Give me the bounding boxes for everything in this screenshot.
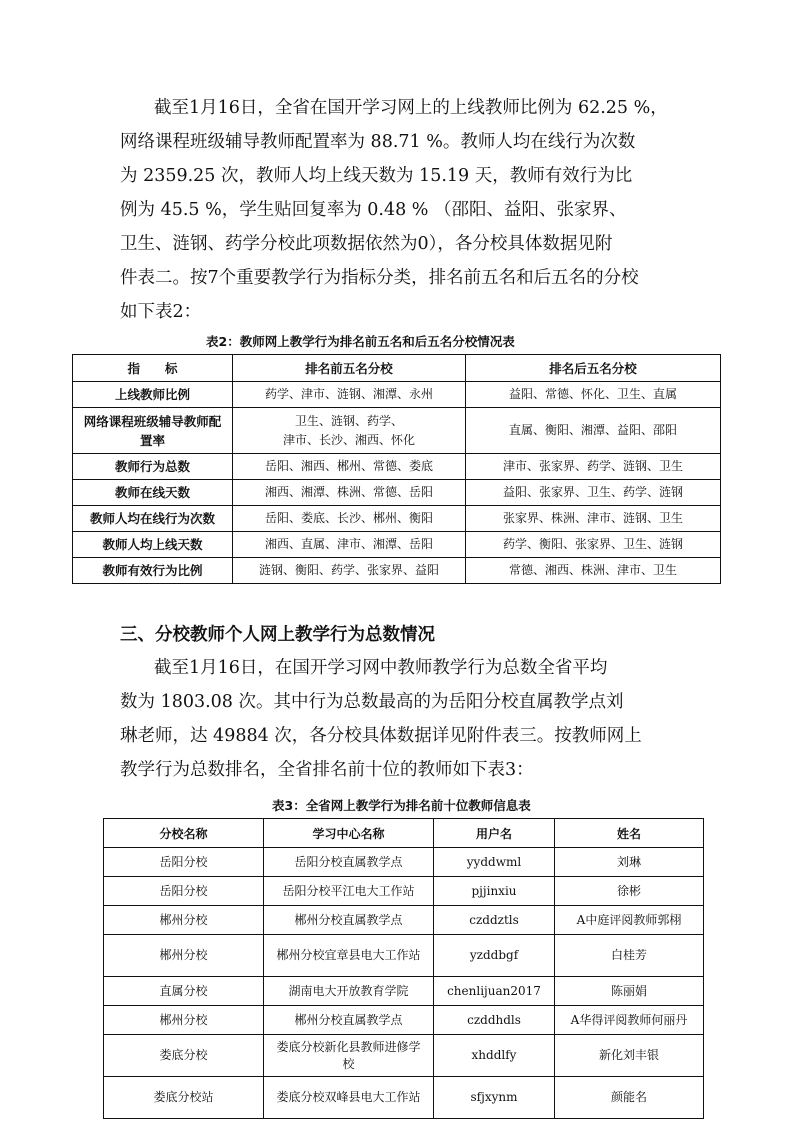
text-line: 网络课程班级辅导教师配置率为 88.71 %。教师人均在线行为次数 [120,132,636,152]
center-cell: 郴州分校直属教学点 [264,906,434,935]
table2 [72,354,721,584]
table-header-row [73,355,721,382]
username-cell: yyddwml [434,848,555,877]
username-cell: czddztls [434,906,555,935]
table-row [73,480,721,506]
table-row [104,1006,704,1035]
table2-caption: 表2：教师网上教学行为排名前五名和后五名分校情况表 [206,334,515,349]
username-cell: yzddbgf [434,935,555,977]
teacher-name-cell: 徐彬 [555,877,704,906]
username-cell: sfjxynm [434,1077,555,1119]
teacher-name-cell: 陈丽娟 [555,977,704,1006]
indicator-cell: 上线教师比例 [73,382,233,408]
text-line: 例为 45.5 %，学生贴回复率为 0.48 % （邵阳、益阳、张家界、 [120,200,627,220]
column-header: 用户名 [434,819,555,848]
column-header: 排名后五名分校 [466,355,721,382]
center-cell: 郴州分校宜章县电大工作站 [264,935,434,977]
username-cell: czddhdls [434,1006,555,1035]
top5-cell: 湘西、直属、津市、湘潭、岳阳 [233,532,466,558]
column-header: 指 标 [73,355,233,382]
bottom5-cell: 直属、衡阳、湘潭、益阳、邵阳 [466,408,721,454]
center-cell: 岳阳分校平江电大工作站 [264,877,434,906]
table3 [103,818,704,1119]
top5-cell: 湘西、湘潭、株洲、常德、岳阳 [233,480,466,506]
username-cell: xhddlfy [434,1035,555,1077]
table-row [104,848,704,877]
indicator-cell: 教师人均在线行为次数 [73,506,233,532]
center-cell: 娄底分校双峰县电大工作站 [264,1077,434,1119]
table3-caption: 表3：全省网上教学行为排名前十位教师信息表 [272,798,531,813]
teacher-name-cell: 白桂芳 [555,935,704,977]
table-row [73,382,721,408]
section3-heading: 三、分校教师个人网上教学行为总数情况 [120,625,435,645]
branch-cell: 岳阳分校 [104,848,264,877]
column-header: 分校名称 [104,819,264,848]
branch-cell: 直属分校 [104,977,264,1006]
text-line: 琳老师，达 49884 次，各分校具体数据详见附件表三。按教师网上 [120,726,642,746]
table-row [73,506,721,532]
teacher-name-cell: 刘琳 [555,848,704,877]
table-row [104,977,704,1006]
table-row [104,935,704,977]
column-header: 学习中心名称 [264,819,434,848]
table-row [73,558,721,584]
column-header: 姓名 [555,819,704,848]
teacher-name-cell: 颜能名 [555,1077,704,1119]
text-line: 截至1月16日，全省在国开学习网上的上线教师比例为 62.25 %， [154,98,668,118]
branch-cell: 郴州分校 [104,1006,264,1035]
center-cell: 郴州分校直属教学点 [264,1006,434,1035]
text-line: 卫生、涟钢、药学分校此项数据依然为0），各分校具体数据见附 [120,234,613,254]
username-cell: pjjinxiu [434,877,555,906]
table-row [104,877,704,906]
text-line: 截至1月16日，在国开学习网中教师教学行为总数全省平均 [154,658,608,678]
teacher-name-cell: A中庭评阅教师郭栩 [555,906,704,935]
table-row [73,532,721,558]
table-row [104,1077,704,1119]
text-line: 如下表2： [120,302,202,322]
text-line: 数为 1803.08 次。其中行为总数最高的为岳阳分校直属教学点刘 [120,692,624,712]
branch-cell: 娄底分校 [104,1035,264,1077]
table-row [104,906,704,935]
bottom5-cell: 常德、湘西、株洲、津市、卫生 [466,558,721,584]
bottom5-cell: 药学、衡阳、张家界、卫生、涟钢 [466,532,721,558]
bottom5-cell: 津市、张家界、药学、涟钢、卫生 [466,454,721,480]
section3-paragraph [120,651,676,787]
branch-cell: 郴州分校 [104,935,264,977]
indicator-cell: 教师行为总数 [73,454,233,480]
teacher-name-cell: 新化刘丰银 [555,1035,704,1077]
table-row [73,454,721,480]
bottom5-cell: 益阳、常德、怀化、卫生、直属 [466,382,721,408]
indicator-cell: 教师人均上线天数 [73,532,233,558]
branch-cell: 娄底分校站 [104,1077,264,1119]
top5-cell: 涟钢、衡阳、药学、张家界、益阳 [233,558,466,584]
indicator-cell: 教师有效行为比例 [73,558,233,584]
branch-cell: 郴州分校 [104,906,264,935]
indicator-cell: 网络课程班级辅导教师配置率 [73,408,233,454]
column-header: 排名前五名分校 [233,355,466,382]
bottom5-cell: 张家界、株洲、津市、涟钢、卫生 [466,506,721,532]
top5-cell: 药学、津市、涟钢、湘潭、永州 [233,382,466,408]
table-row [73,408,721,454]
text-line: 件表二。按7个重要教学行为指标分类，排名前五名和后五名的分校 [120,268,639,288]
center-cell: 娄底分校新化县教师进修学校 [264,1035,434,1077]
top5-cell: 卫生、涟钢、药学、 津市、长沙、湘西、怀化 [233,408,466,454]
text-line: 教学行为总数排名，全省排名前十位的教师如下表3： [120,760,534,780]
text-line: 为 2359.25 次，教师人均上线天数为 15.19 天，教师有效行为比 [120,166,633,186]
teacher-name-cell: A华得评阅教师何丽丹 [555,1006,704,1035]
indicator-cell: 教师在线天数 [73,480,233,506]
username-cell: chenlijuan2017 [434,977,555,1006]
section2-paragraph [120,91,676,329]
top5-cell: 岳阳、娄底、长沙、郴州、衡阳 [233,506,466,532]
table-header-row [104,819,704,848]
center-cell: 岳阳分校直属教学点 [264,848,434,877]
top5-cell: 岳阳、湘西、郴州、常德、娄底 [233,454,466,480]
branch-cell: 岳阳分校 [104,877,264,906]
table-row [104,1035,704,1077]
bottom5-cell: 益阳、张家界、卫生、药学、涟钢 [466,480,721,506]
center-cell: 湖南电大开放教育学院 [264,977,434,1006]
